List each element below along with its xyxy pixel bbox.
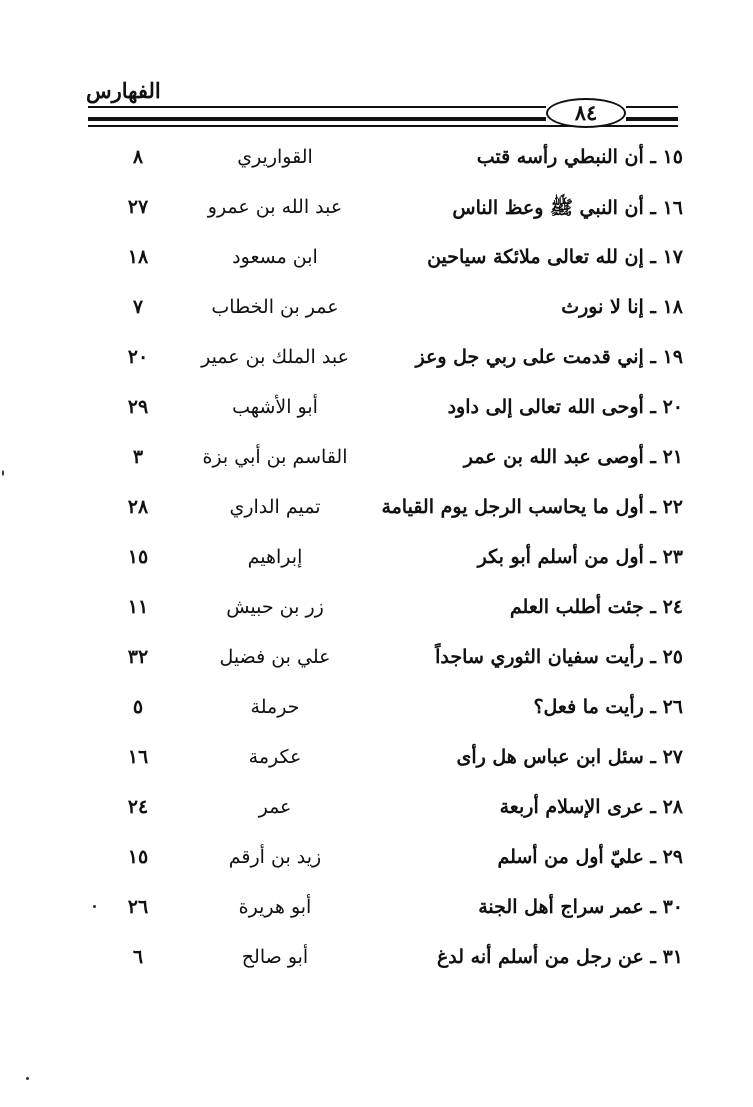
- page-reference: ٦: [132, 946, 144, 968]
- index-row: [0, 896, 753, 936]
- hadith-entry: ٢٠ ـ أوحى الله تعالى إلى داود: [447, 396, 683, 418]
- hadith-entry: ٢٦ ـ رأيت ما فعل؟: [533, 696, 683, 718]
- index-row: [0, 196, 753, 236]
- narrator-name: عمر بن الخطاب: [211, 296, 339, 318]
- page-reference: ٥: [132, 696, 144, 718]
- narrator-name: أبو هريرة: [238, 896, 312, 918]
- hadith-entry: ٢٥ ـ رأيت سفيان الثوري ساجداً: [435, 646, 683, 668]
- narrator-name: زيد بن أرقم: [228, 846, 322, 868]
- index-row: [0, 346, 753, 386]
- hadith-entry: ٢٣ ـ أول من أسلم أبو بكر: [477, 546, 683, 568]
- index-row: [0, 546, 753, 586]
- page-reference: ٢٩: [127, 396, 149, 418]
- narrator-name: عكرمة: [248, 746, 302, 768]
- page-number: ٨٤: [574, 100, 598, 125]
- narrator-name: القاسم بن أبي بزة: [202, 446, 348, 468]
- hadith-entry: ١٩ ـ إني قدمت على ربي جل وعز: [415, 346, 683, 368]
- scan-speck: [2, 470, 4, 476]
- page-reference: ٢٠: [127, 346, 149, 368]
- page-reference: ٣: [132, 446, 144, 468]
- index-row: [0, 296, 753, 336]
- page-reference: ٨: [132, 146, 144, 168]
- page-reference: ٢٦: [127, 896, 149, 918]
- page-reference: ١٥: [127, 846, 149, 868]
- index-row: [0, 946, 753, 986]
- page-reference: ٣٢: [127, 646, 149, 668]
- hadith-entry: ٢٤ ـ جئت أطلب العلم: [509, 596, 683, 618]
- header-rule-top-left: [88, 106, 546, 108]
- index-row: [0, 446, 753, 486]
- index-row: [0, 746, 753, 786]
- header-rule-top-right: [626, 106, 678, 108]
- narrator-name: علي بن فضيل: [219, 646, 331, 668]
- index-row: [0, 846, 753, 886]
- hadith-entry: ١٦ ـ أن النبي ﷺ وعظ الناس: [452, 197, 683, 219]
- index-row: [0, 696, 753, 736]
- page-reference: ١١: [127, 596, 149, 618]
- narrator-name: أبو صالح: [241, 946, 309, 968]
- header-rule-bottom-left: [88, 117, 546, 121]
- index-row: [0, 646, 753, 686]
- index-row: [0, 596, 753, 636]
- narrator-name: حرملة: [250, 696, 300, 718]
- hadith-entry: ٣١ ـ عن رجل من أسلم أنه لدغ: [436, 946, 683, 968]
- index-row: [0, 146, 753, 186]
- narrator-name: تميم الداري: [229, 496, 321, 518]
- scan-speck: [26, 1077, 29, 1080]
- index-row: [0, 246, 753, 286]
- narrator-name: ابن مسعود: [232, 246, 318, 268]
- page-title: الفهارس: [86, 78, 161, 103]
- scan-speck: [93, 905, 96, 908]
- page-reference: ٧: [132, 296, 144, 318]
- page-reference: ١٦: [127, 746, 149, 768]
- page-reference: ١٥: [127, 546, 149, 568]
- page-reference: ٢٨: [127, 496, 149, 518]
- header-rule-bottom-right: [626, 117, 678, 121]
- hadith-entry: ١٥ ـ أن النبطي رأسه قتب: [476, 146, 683, 168]
- narrator-name: القواريري: [237, 146, 313, 168]
- hadith-entry: ١٧ ـ إن لله تعالى ملائكة سياحين: [427, 246, 683, 268]
- index-row: [0, 496, 753, 536]
- narrator-name: عبد الملك بن عمير: [201, 346, 349, 368]
- hadith-entry: ٢٩ ـ عليّ أول من أسلم: [497, 846, 683, 868]
- narrator-name: أبو الأشهب: [232, 396, 318, 418]
- hadith-entry: ٢١ ـ أوصى عبد الله بن عمر: [463, 446, 683, 468]
- page-reference: ٢٧: [127, 196, 149, 218]
- page-number-badge: [546, 98, 626, 128]
- narrator-name: عمر: [258, 796, 292, 818]
- narrator-name: إبراهيم: [247, 546, 303, 568]
- index-row: [0, 396, 753, 436]
- hadith-entry: ١٨ ـ إنا لا نورث: [561, 296, 683, 318]
- hadith-entry: ٢٨ ـ عرى الإسلام أربعة: [499, 796, 683, 818]
- narrator-name: عبد الله بن عمرو: [207, 196, 343, 218]
- hadith-entry: ٢٢ ـ أول ما يحاسب الرجل يوم القيامة: [381, 496, 683, 518]
- hadith-entry: ٢٧ ـ سئل ابن عباس هل رأى: [456, 746, 683, 768]
- page-reference: ١٨: [127, 246, 149, 268]
- index-row: [0, 796, 753, 836]
- hadith-entry: ٣٠ ـ عمر سراج أهل الجنة: [478, 896, 683, 918]
- narrator-name: زر بن حبيش: [226, 596, 324, 618]
- page-reference: ٢٤: [127, 796, 149, 818]
